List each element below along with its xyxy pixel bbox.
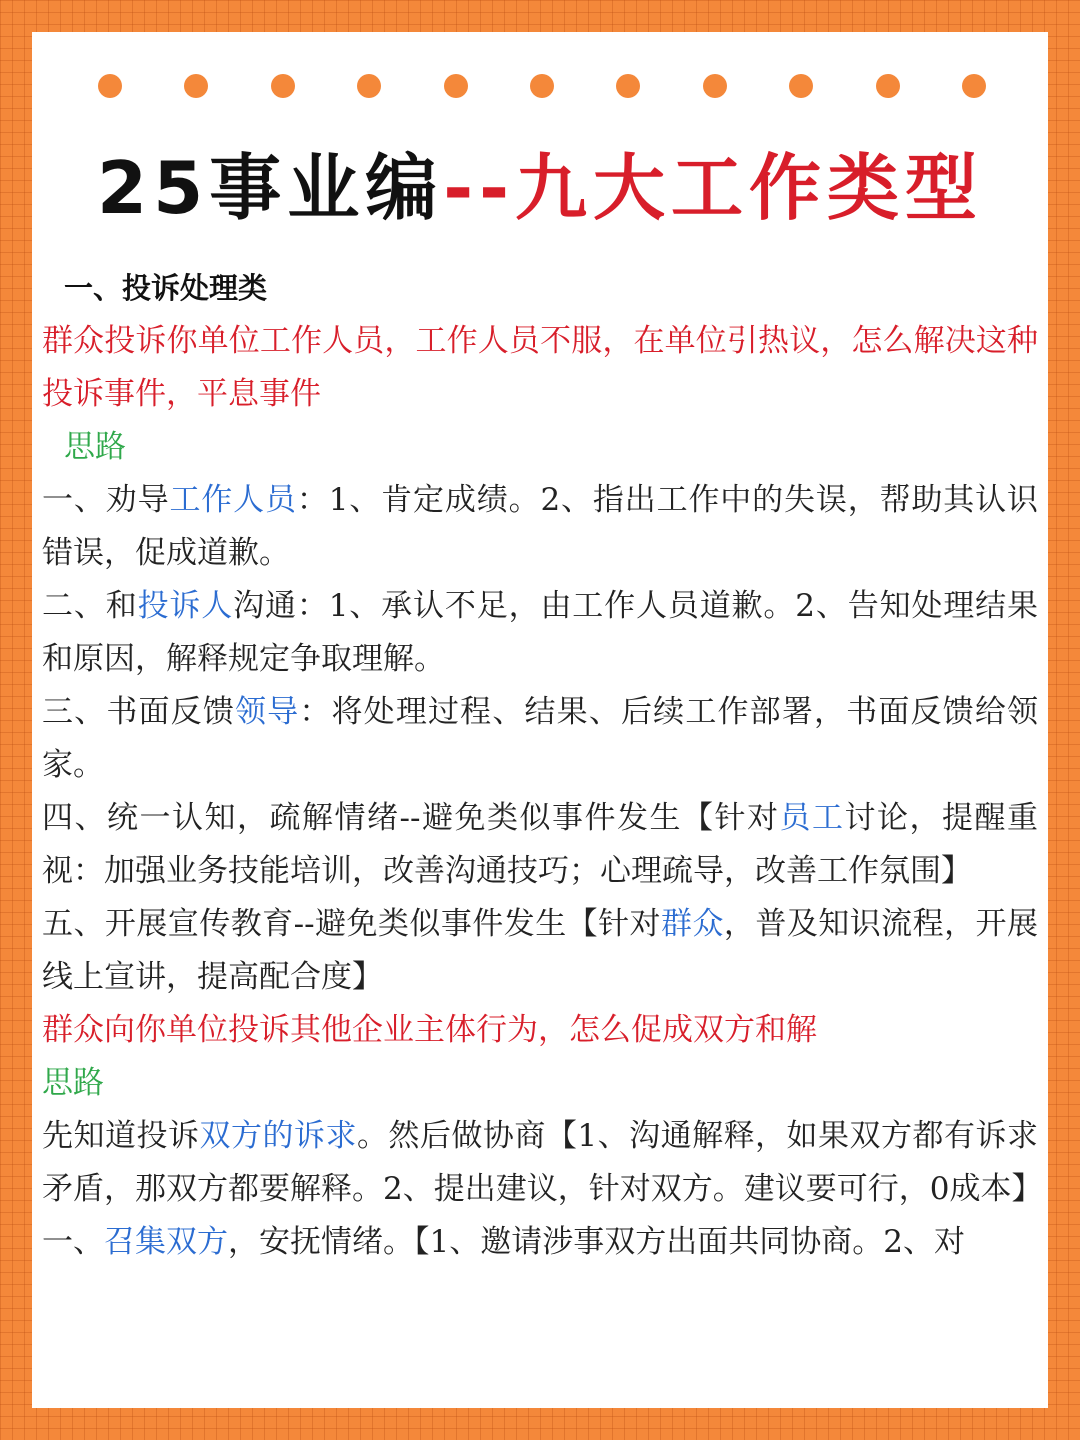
idea-label-2: 思路 <box>42 1065 104 1101</box>
paragraph-6 <box>42 1110 1043 1216</box>
page-title <box>32 140 1048 236</box>
dot-icon <box>184 74 208 98</box>
paragraph-3-highlight: 领导 <box>235 694 300 730</box>
idea-label-1: 思路 <box>64 429 126 465</box>
dot-icon <box>789 74 813 98</box>
paragraph-2-text: 二、和 <box>42 588 138 624</box>
dot-icon <box>616 74 640 98</box>
title-red-part: --九大工作类型 <box>443 146 983 230</box>
decorative-dots <box>98 74 986 98</box>
paragraph-7-highlight: 召集双方 <box>104 1224 228 1260</box>
paragraph-4-rest: 讨论，提醒重视：加强业务技能培训，改善沟通技巧；心理疏导，改善工作氛围】 <box>42 800 1039 889</box>
paragraph-7 <box>42 1216 1038 1269</box>
paragraph-2-highlight: 投诉人 <box>137 588 234 624</box>
paragraph-5 <box>42 898 1038 1004</box>
content-card <box>32 32 1048 1408</box>
question-2: 群众向你单位投诉其他企业主体行为，怎么促成双方和解 <box>42 1012 817 1048</box>
paragraph-6-text: 先知道投诉 <box>42 1118 200 1154</box>
paragraph-4-text: 四、统一认知，疏解情绪--避免类似事件发生【针对 <box>42 800 780 836</box>
question-1: 群众投诉你单位工作人员，工作人员不服，在单位引热议，怎么解决这种投诉事件，平息事件 <box>42 323 1038 412</box>
dot-icon <box>530 74 554 98</box>
paragraph-5-rest: ，普及知识流程，开展线上宣讲，提高配合度】 <box>42 906 1038 995</box>
paragraph-4 <box>42 792 1038 898</box>
dot-icon <box>271 74 295 98</box>
paragraph-3 <box>42 686 1038 792</box>
dot-icon <box>876 74 900 98</box>
dot-icon <box>98 74 122 98</box>
paragraph-3-text: 三、书面反馈 <box>42 694 235 730</box>
dot-icon <box>357 74 381 98</box>
paragraph-5-highlight: 群众 <box>661 906 724 942</box>
paragraph-4-highlight: 员工 <box>779 800 845 836</box>
dot-icon <box>962 74 986 98</box>
title-black-part: 25事业编 <box>97 146 444 230</box>
paragraph-1-highlight: 工作人员 <box>169 482 297 518</box>
dot-icon <box>444 74 468 98</box>
paragraph-6-rest: 。然后做协商【1、沟通解释，如果双方都有诉求矛盾，那双方都要解释。2、提出建议，针对双方。建议要可行，0成本】 <box>42 1118 1043 1207</box>
paragraph-5-text: 五、开展宣传教育--避免类似事件发生【针对 <box>42 906 662 942</box>
paragraph-1-text: 一、劝导 <box>42 482 170 518</box>
paragraph-7-text: 一、 <box>42 1224 104 1260</box>
paragraph-1-rest: ：1、肯定成绩。2、指出工作中的失误，帮助其认识错误，促成道歉。 <box>42 482 1039 571</box>
paragraph-6-highlight: 双方的诉求 <box>199 1118 357 1154</box>
dot-icon <box>703 74 727 98</box>
paragraph-7-rest: ，安抚情绪。【1、邀请涉事双方出面共同协商。2、对 <box>228 1224 965 1260</box>
section-heading: 一、投诉处理类 <box>64 271 268 305</box>
paragraph-3-rest: ：将处理过程、结果、后续工作部署，书面反馈给领家。 <box>42 694 1039 783</box>
paragraph-2-rest: 沟通：1、承认不足，由工作人员道歉。2、告知处理结果和原因，解释规定争取理解。 <box>42 588 1039 677</box>
article-body <box>42 262 1043 1269</box>
paragraph-2 <box>42 580 1038 686</box>
paragraph-1 <box>42 474 1038 580</box>
